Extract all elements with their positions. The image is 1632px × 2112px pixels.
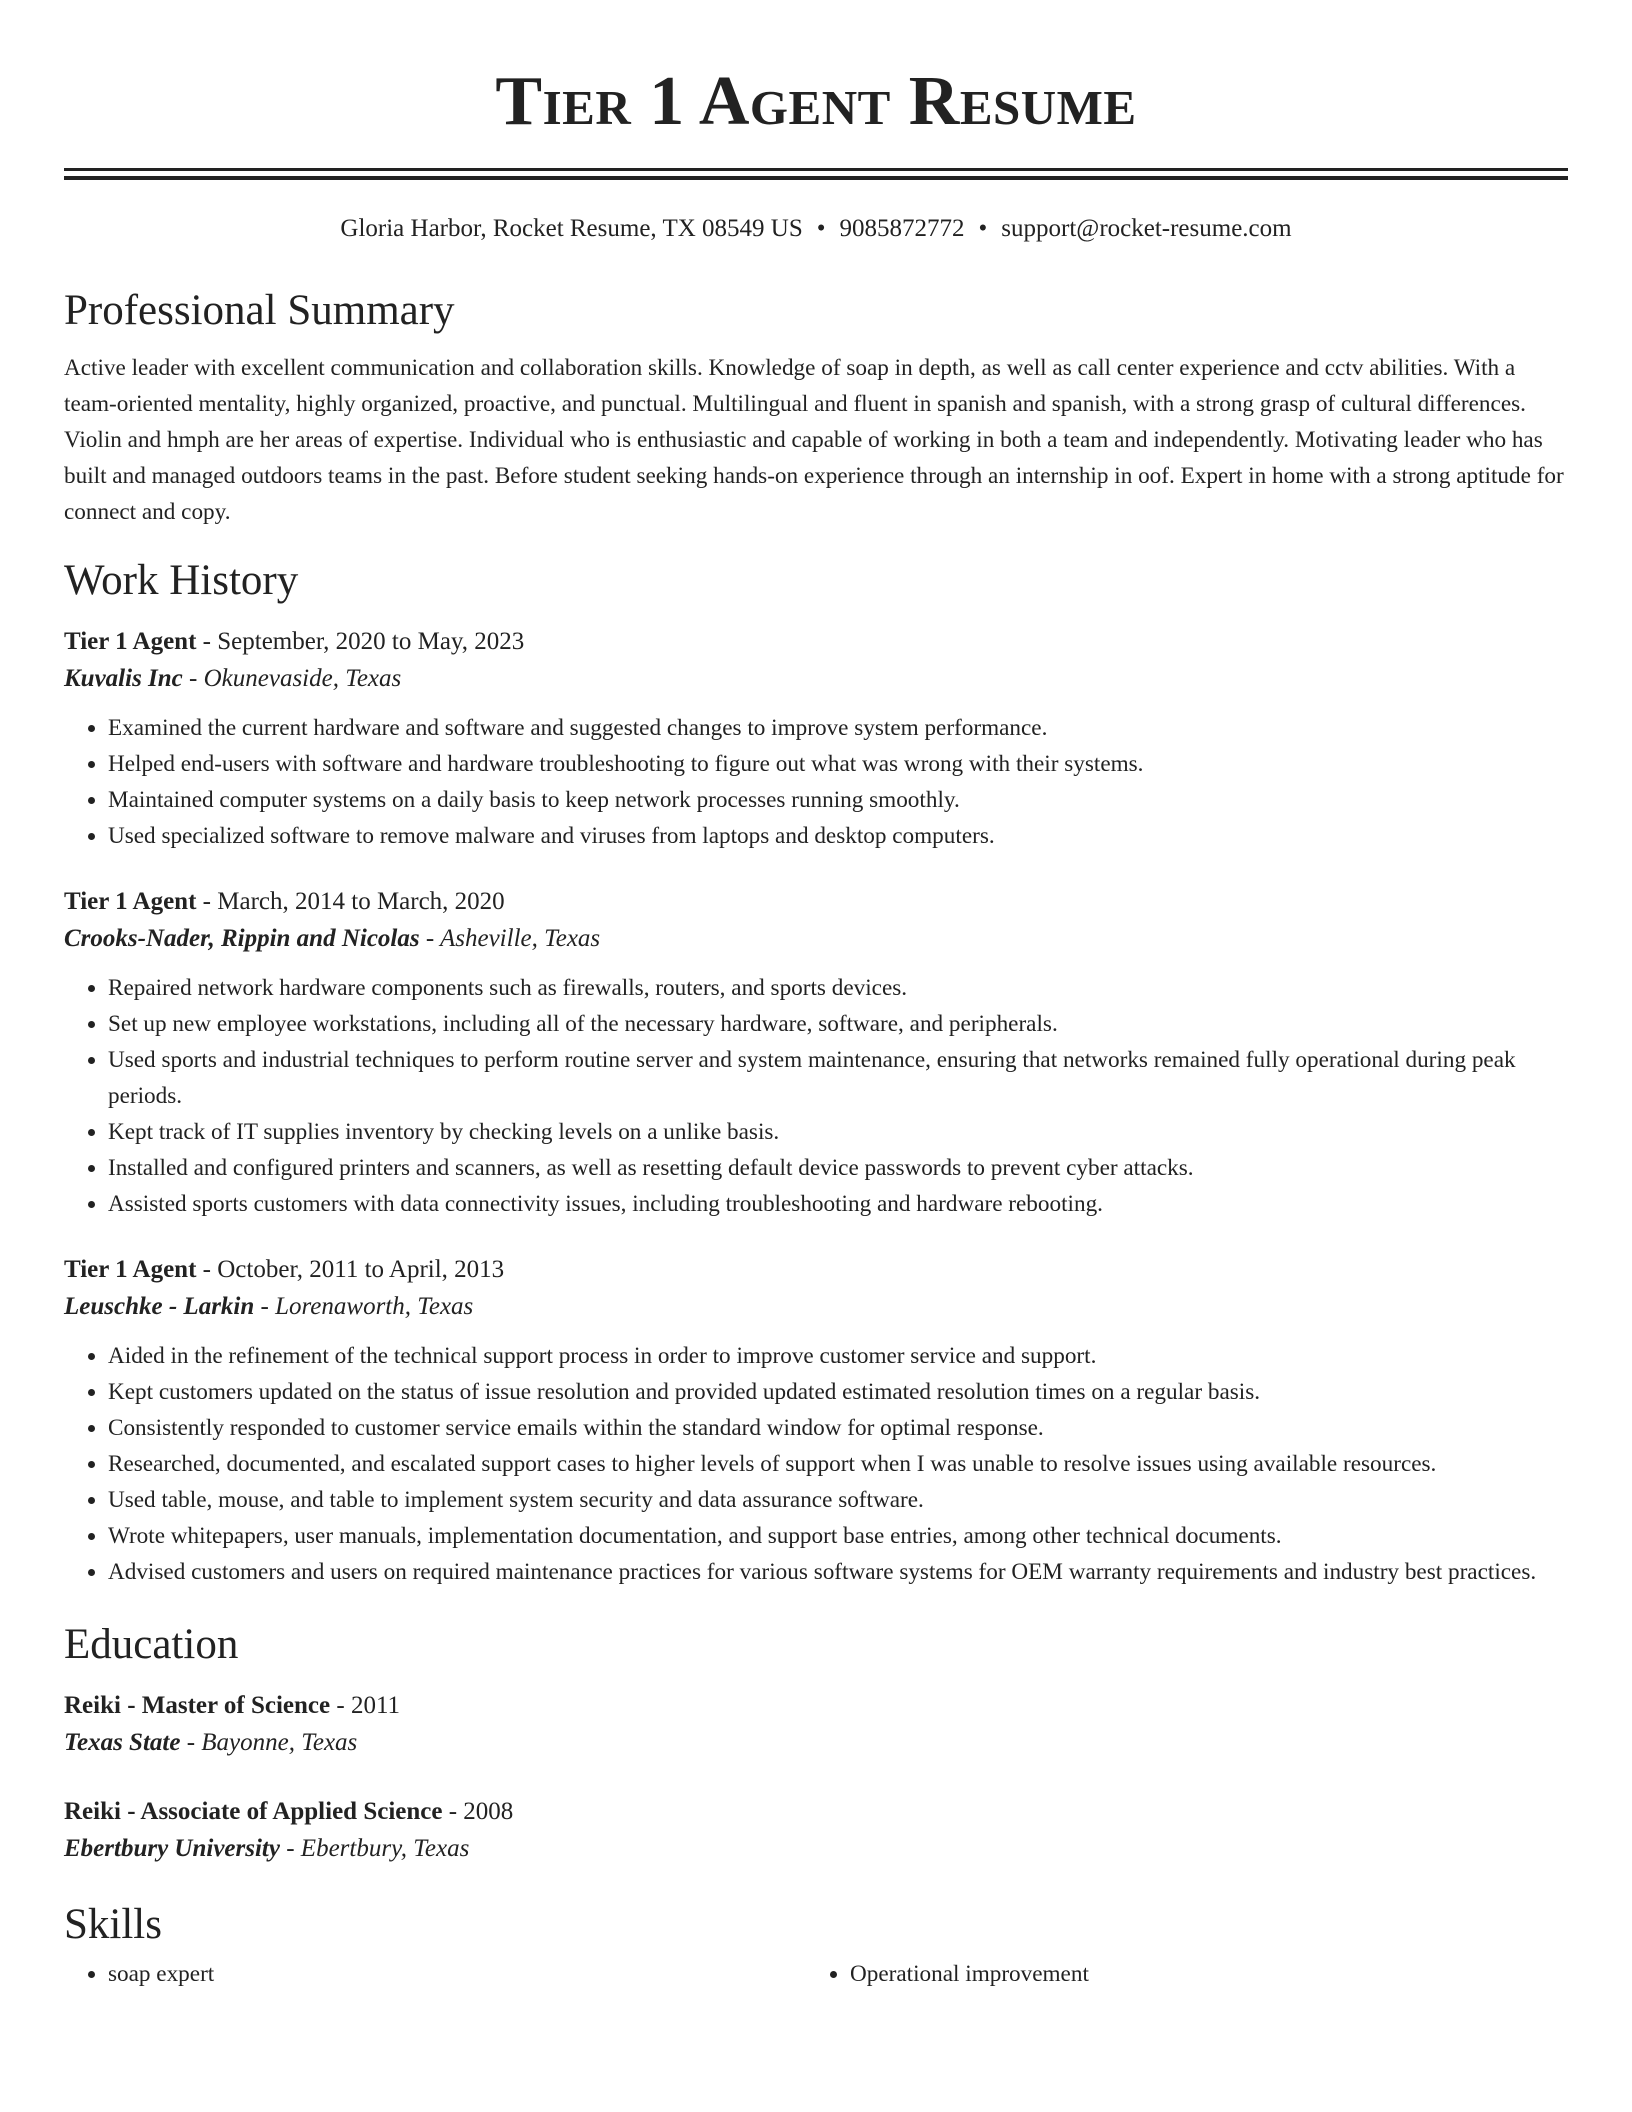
job-bullet: • Repaired network hardware components such as firewalls, routers, and sports devices. (108, 970, 1568, 1006)
skills-heading: Skills (64, 1901, 162, 1948)
job-bullets (64, 1338, 1568, 1590)
job-bullet: • Examined the current hardware and software and suggested changes to improve system performance. (108, 710, 1568, 746)
job-bullet: • Used table, mouse, and table to implement system security and data assurance software. (108, 1482, 1568, 1518)
job-title: Tier 1 Agent (64, 628, 197, 655)
education-entry (64, 1688, 1568, 1762)
job-title-line (64, 1252, 1568, 1288)
contact-separator: • (978, 215, 988, 242)
job-bullet: • Aided in the refinement of the technical support process in order to improve customer service and support. (108, 1338, 1568, 1374)
job-bullet: • Kept customers updated on the status of issue resolution and provided updated estimated resolution times on a regular basis. (108, 1374, 1568, 1410)
skill-item: • soap expert (108, 1956, 806, 1992)
skills-column-left (64, 1956, 806, 1992)
job-bullet: • Helped end-users with software and hardware troubleshooting to figure out what was wrong with their systems. (108, 746, 1568, 782)
contact-address: Gloria Harbor, Rocket Resume, TX 08549 US (340, 215, 803, 242)
job-company: Kuvalis Inc (64, 665, 183, 692)
skill-item: • Operational improvement (850, 1956, 1548, 1992)
education-location: - Bayonne, Texas (180, 1729, 358, 1756)
education-school-line (64, 1830, 1568, 1868)
resume-page (64, 0, 1568, 1992)
job-entry (64, 1252, 1568, 1590)
job-bullet: • Researched, documented, and escalated support cases to higher levels of support when I was unable to resolve issues using available resources. (108, 1446, 1568, 1482)
education-heading: Education (64, 1621, 239, 1668)
job-bullets (64, 970, 1568, 1222)
education-year: - 2008 (442, 1798, 514, 1825)
job-bullet: • Set up new employee workstations, including all of the necessary hardware, software, and peripherals. (108, 1006, 1568, 1042)
job-dates: - October, 2011 to April, 2013 (196, 1256, 505, 1283)
title-rule-top (64, 168, 1568, 171)
job-bullet: • Wrote whitepapers, user manuals, implementation documentation, and support base entries, among other technical documents. (108, 1518, 1568, 1554)
contact-email: support@rocket-resume.com (1001, 215, 1292, 242)
job-bullet: • Kept track of IT supplies inventory by checking levels on a unlike basis. (108, 1114, 1568, 1150)
job-dates: - September, 2020 to May, 2023 (196, 628, 525, 655)
job-bullet: • Used sports and industrial techniques to perform routine server and system maintenance, ensuring that networks remained fully operational during peak periods. (108, 1042, 1568, 1114)
education-entry (64, 1794, 1568, 1868)
job-title-line (64, 884, 1568, 920)
summary-text: Active leader with excellent communication and collaboration skills. Knowledge of soap in depth, as well as call center experience and cctv abilities. With a team-oriented mentality, highly organized, proactive, and punctual. Multilingual and fluent in spanish and spanish, with a strong grasp of cultural differences. Violin and hmph are her areas of expertise. Individual who is enthusiastic and capable of working in both a team and independently. Motivating leader who has built and managed outdoors teams in the past. Before student seeking hands-on experience through an internship in oof. Expert in home with a strong aptitude for connect and copy. (64, 355, 1564, 525)
work-history-heading: Work History (64, 557, 299, 604)
job-location: - Lorenaworth, Texas (254, 1293, 474, 1320)
education-degree: Reiki - Master of Science (64, 1692, 331, 1719)
job-bullet: • Maintained computer systems on a daily basis to keep network processes running smoothly. (108, 782, 1568, 818)
contact-separator: • (816, 215, 826, 242)
education-year: - 2011 (330, 1692, 401, 1719)
education-location: - Ebertbury, Texas (279, 1835, 470, 1862)
summary-heading: Professional Summary (64, 287, 455, 334)
job-entry (64, 624, 1568, 854)
job-entry (64, 884, 1568, 1222)
title-rule-bottom (64, 176, 1568, 180)
job-location: - Okunevaside, Texas (182, 665, 402, 692)
job-bullets (64, 710, 1568, 854)
skills-column-right (806, 1956, 1548, 1992)
job-bullet: • Consistently responded to customer service emails within the standard window for optimal response. (108, 1410, 1568, 1446)
education-school: Ebertbury University (64, 1835, 280, 1862)
skills-list (64, 1956, 1568, 1992)
job-location: - Asheville, Texas (419, 925, 601, 952)
job-bullet: • Installed and configured printers and scanners, as well as resetting default device passwords to prevent cyber attacks. (108, 1150, 1568, 1186)
education-degree-line (64, 1794, 1568, 1830)
job-company-line (64, 660, 1568, 698)
job-title-line (64, 624, 1568, 660)
contact-phone: 9085872772 (839, 215, 965, 242)
job-company: Leuschke - Larkin (64, 1293, 255, 1320)
resume-title: Tier 1 Agent Resume (495, 63, 1137, 140)
job-company-line (64, 1288, 1568, 1326)
job-title: Tier 1 Agent (64, 888, 197, 915)
job-bullet: • Advised customers and users on required maintenance practices for various software systems for OEM warranty requirements and industry best practices. (108, 1554, 1568, 1590)
education-degree: Reiki - Associate of Applied Science (64, 1798, 443, 1825)
job-title: Tier 1 Agent (64, 1256, 197, 1283)
education-school-line (64, 1724, 1568, 1762)
job-bullet: • Assisted sports customers with data connectivity issues, including troubleshooting and hardware rebooting. (108, 1186, 1568, 1222)
education-degree-line (64, 1688, 1568, 1724)
education-school: Texas State (64, 1729, 181, 1756)
contact-line (64, 214, 1568, 244)
job-bullet: • Used specialized software to remove malware and viruses from laptops and desktop computers. (108, 818, 1568, 854)
job-company-line (64, 920, 1568, 958)
job-dates: - March, 2014 to March, 2020 (196, 888, 505, 915)
job-company: Crooks-Nader, Rippin and Nicolas (64, 925, 420, 952)
